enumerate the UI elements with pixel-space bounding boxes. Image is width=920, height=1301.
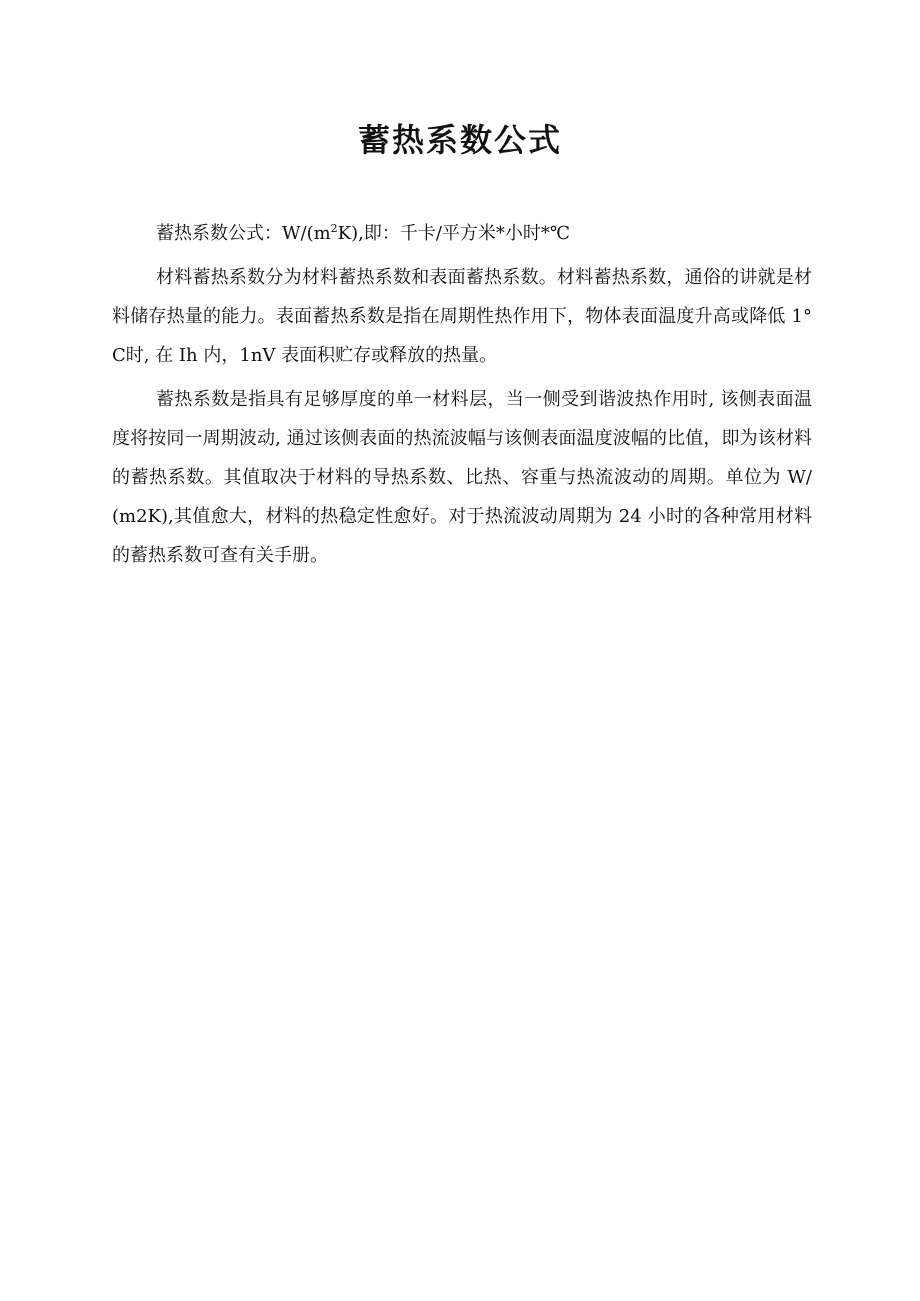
formula-prefix: 蓄热系数公式：W/(m	[156, 223, 331, 244]
formula-suffix: K),即：千卡/平方米*小时*℃	[337, 223, 571, 244]
paragraph-material-coefficient: 材料蓄热系数分为材料蓄热系数和表面蓄热系数。材料蓄热系数，通俗的讲就是材料储存热量的能力。表面蓄热系数是指在周期性热作用下，物体表面温度升高或降低 1°C时, 在 Ih 内，1nV 表面积贮存或释放的热量。	[112, 267, 812, 366]
paragraph-definition: 蓄热系数是指具有足够厚度的单一材料层，当一侧受到谐波热作用时, 该侧表面温度将按同一周期波动, 通过该侧表面的热流波幅与该侧表面温度波幅的比值，即为该材料的蓄热系数。其值取决于材料的导热系数、比热、容重与热流波动的周期。单位为 W/(m2K),其值愈大，材料的热稳定性愈好。对于热流波动周期为 24 小时的各种常用材料的蓄热系数可查有关手册。	[112, 389, 812, 566]
document-body	[112, 214, 812, 575]
formula-superscript: 2	[330, 222, 338, 235]
formula-paragraph	[112, 214, 812, 253]
page-title: 蓄热系数公式	[357, 121, 562, 159]
